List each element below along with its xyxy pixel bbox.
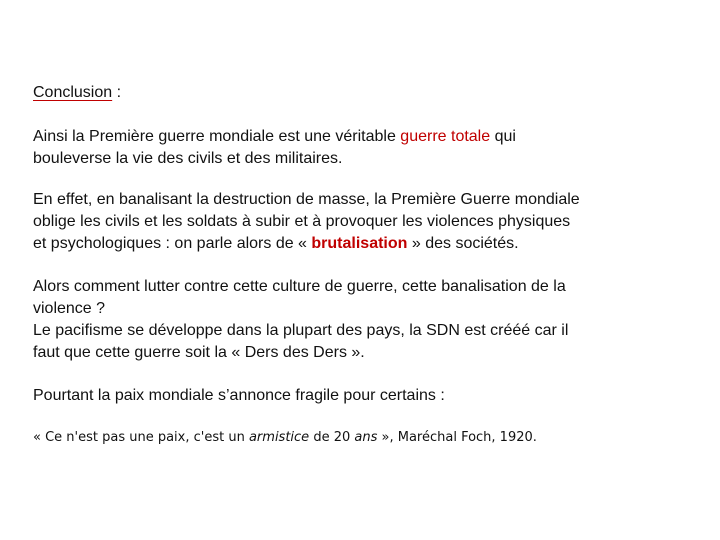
paragraph2-line3 — [33, 233, 703, 255]
paragraph-pacifisme — [33, 276, 703, 364]
paragraph3-line2: violence ? — [33, 300, 106, 317]
paragraph-brutalisation — [33, 189, 703, 255]
paragraph3-line4: faut que cette guerre soit la « Ders des Ders ». — [33, 344, 365, 361]
paragraph1-line1-end: qui — [490, 128, 516, 145]
quote-ans: ans — [354, 430, 378, 445]
paragraph2-line1: En effet, en banalisant la destruction de masse, la Première Guerre mondiale — [33, 191, 580, 208]
paragraph4-line1: Pourtant la paix mondiale s’annonce fragile pour certains : — [33, 387, 445, 404]
guerre-totale-highlight: guerre totale — [400, 128, 491, 145]
paragraph3-line1: Alors comment lutter contre cette culture de guerre, cette banalisation de la — [33, 278, 566, 295]
paragraph2-line2: oblige les civils et les soldats à subir et à provoquer les violences physiques — [33, 213, 571, 230]
quote-part3: de 20 — [309, 430, 355, 445]
conclusion-heading — [33, 82, 703, 104]
paragraph1-line1 — [33, 126, 703, 148]
paragraph2-line3-text: et psychologiques : on parle alors de « — [33, 235, 312, 252]
conclusion-colon: : — [112, 84, 122, 101]
conclusion-title: Conclusion — [33, 84, 113, 101]
paragraph-paix-fragile — [33, 385, 703, 407]
foch-quote — [33, 428, 703, 448]
paragraph2-line3-end: » des sociétés. — [407, 235, 519, 252]
brutalisation-highlight: brutalisation — [311, 235, 408, 252]
quote-part1: « Ce n'est pas une paix, c'est un — [33, 430, 249, 445]
paragraph-guerre-totale — [33, 126, 703, 170]
paragraph1-line1-text: Ainsi la Première guerre mondiale est une véritable — [33, 128, 401, 145]
paragraph3-line3: Le pacifisme se développe dans la plupart des pays, la SDN est crééé car il — [33, 322, 569, 339]
paragraph1-line2: bouleverse la vie des civils et des militaires. — [33, 150, 343, 167]
quote-armistice: armistice — [248, 430, 310, 445]
quote-part5: », Maréchal Foch, 1920. — [377, 430, 537, 445]
